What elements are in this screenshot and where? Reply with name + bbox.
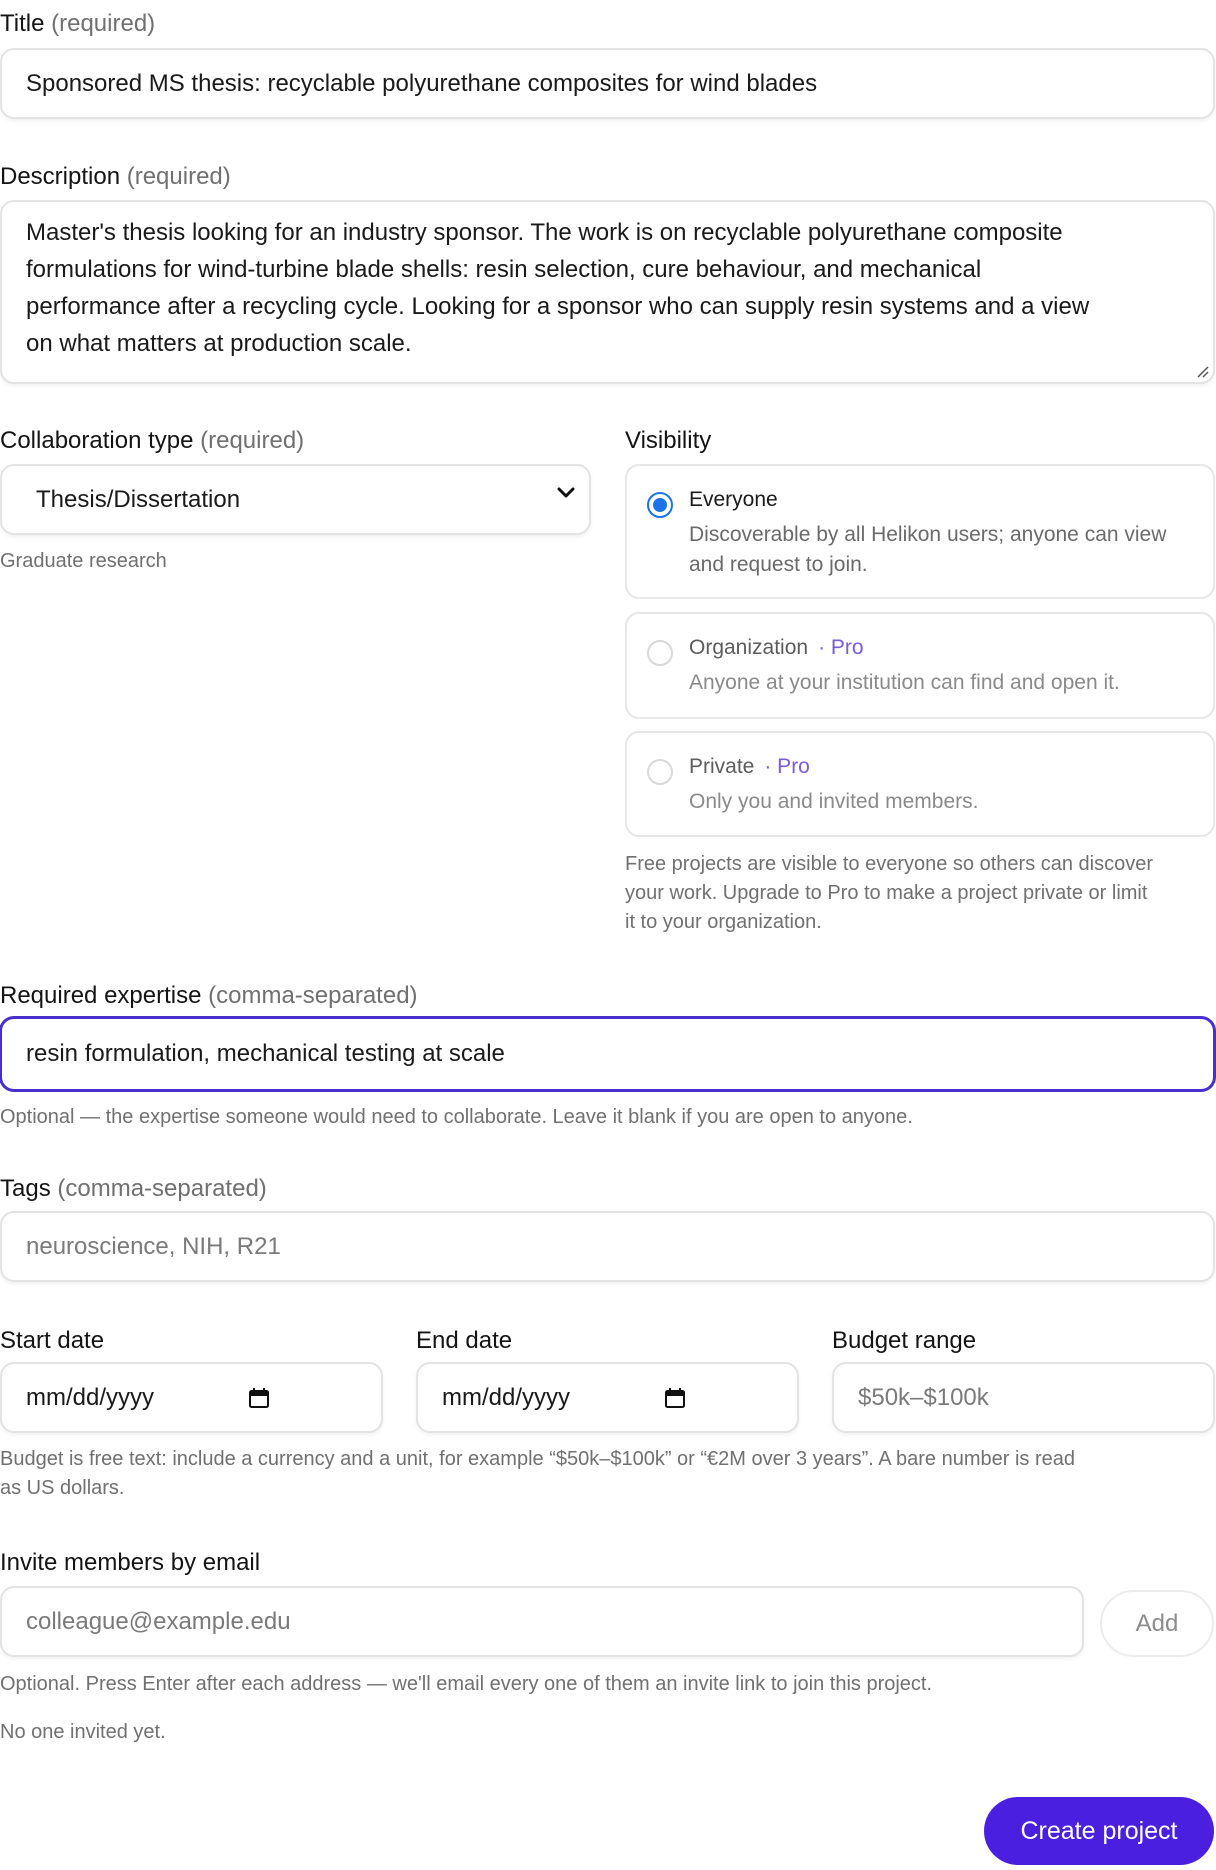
collaboration-type-helper: Graduate research [0,550,167,572]
collaboration-type-selected-value: Thesis/Dissertation [36,485,241,513]
description-line: Master's thesis looking for an industry sponsor. The work is on recyclable polyurethane composite [26,219,1063,246]
title-required-note: (required) [51,10,156,37]
budget-placeholder: $50k–$100k [858,1383,989,1411]
end-date-label: End date [416,1327,513,1354]
expertise-input-value: resin formulation, mechanical testing at scale [26,1040,505,1067]
create-project-button[interactable] [984,1797,1214,1865]
invite-email-input[interactable] [0,1586,1084,1657]
calendar-icon[interactable] [664,1387,686,1409]
collaboration-type-select[interactable] [0,464,591,535]
visibility-helper-line: Free projects are visible to everyone so others can discover [625,853,1154,875]
start-date-placeholder: mm/dd/yyyy [26,1383,155,1411]
invite-empty-state: No one invited yet. [0,1721,166,1743]
description-line: on what matters at production scale. [26,330,412,357]
add-invite-button[interactable] [1100,1590,1214,1657]
description-textarea[interactable] [0,200,1215,384]
title-input[interactable] [0,48,1215,119]
description-line: performance after a recycling cycle. Looking for a sponsor who can supply resin systems and a view [26,293,1090,320]
expertise-label-text: Required expertise [0,982,202,1009]
description-label [0,163,231,191]
tags-qualifier: (comma-separated) [57,1175,267,1202]
visibility-option-desc-line: Discoverable by all Helikon users; anyone can view [689,523,1167,546]
visibility-option-organization[interactable] [625,612,1215,719]
budget-label: Budget range [832,1327,977,1354]
add-invite-button-label: Add [1135,1609,1179,1637]
visibility-option-title-text: Private [689,755,755,778]
description-required-note: (required) [126,163,231,190]
expertise-helper: Optional — the expertise someone would need to collaborate. Leave it blank if you are open to anyone. [0,1106,913,1128]
visibility-option-title [689,636,864,660]
visibility-helper-line: your work. Upgrade to Pro to make a project private or limit [625,882,1148,904]
chevron-down-icon [557,486,575,500]
expertise-input[interactable] [0,1017,1215,1091]
visibility-option-desc-line: Only you and invited members. [689,790,979,813]
collaboration-type-label-text: Collaboration type [0,427,194,454]
visibility-option-title [689,488,778,512]
invite-label: Invite members by email [0,1549,261,1576]
expertise-qualifier: (comma-separated) [208,982,418,1009]
radio-organization[interactable] [647,640,673,666]
tags-label [0,1175,267,1203]
end-date-input[interactable] [416,1362,799,1433]
description-line: formulations for wind-turbine blade shells: resin selection, cure behaviour, and mechanical [26,256,982,283]
radio-private[interactable] [647,759,673,785]
budget-input[interactable] [832,1362,1215,1433]
budget-helper [0,1445,1216,1503]
start-date-input[interactable] [0,1362,383,1433]
visibility-option-desc [689,520,1195,580]
resize-grip-icon[interactable] [1195,364,1209,378]
visibility-option-everyone[interactable] [625,464,1215,599]
start-date-label: Start date [0,1327,105,1354]
tags-input[interactable] [0,1211,1215,1282]
visibility-label: Visibility [625,427,712,454]
invite-helper: Optional. Press Enter after each address — we'll email every one of them an invite link to join this project. [0,1673,933,1695]
create-project-button-label: Create project [1020,1816,1178,1845]
visibility-option-desc [689,668,1195,698]
pro-badge: · Pro [818,636,864,659]
tags-placeholder: neuroscience, NIH, R21 [26,1232,281,1260]
visibility-option-desc-line: Anyone at your institution can find and open it. [689,671,1120,694]
end-date-placeholder: mm/dd/yyyy [442,1383,571,1411]
collaboration-type-required-note: (required) [200,427,305,454]
visibility-option-title [689,755,810,779]
title-label [0,10,155,38]
budget-helper-line: Budget is free text: include a currency and a unit, for example “$50k–$100k” or “€2M over 3 years”. A bare number is read [0,1448,1076,1470]
collaboration-type-label [0,427,304,455]
description-label-text: Description [0,163,121,190]
visibility-option-private[interactable] [625,731,1215,837]
visibility-helper-line: it to your organization. [625,911,822,933]
budget-helper-line: as US dollars. [0,1477,125,1499]
visibility-option-desc-line: and request to join. [689,553,868,576]
visibility-option-title-text: Everyone [689,488,778,511]
title-label-text: Title [0,10,45,37]
visibility-option-title-text: Organization [689,636,809,659]
radio-everyone[interactable] [647,492,673,518]
invite-email-placeholder: colleague@example.edu [26,1607,291,1635]
tags-label-text: Tags [0,1175,51,1202]
visibility-helper [625,850,1215,937]
expertise-label [0,982,418,1010]
pro-badge: · Pro [764,755,810,778]
calendar-icon[interactable] [248,1387,270,1409]
visibility-option-desc [689,787,1195,817]
title-input-value: Sponsored MS thesis: recyclable polyurethane composites for wind blades [26,69,818,97]
